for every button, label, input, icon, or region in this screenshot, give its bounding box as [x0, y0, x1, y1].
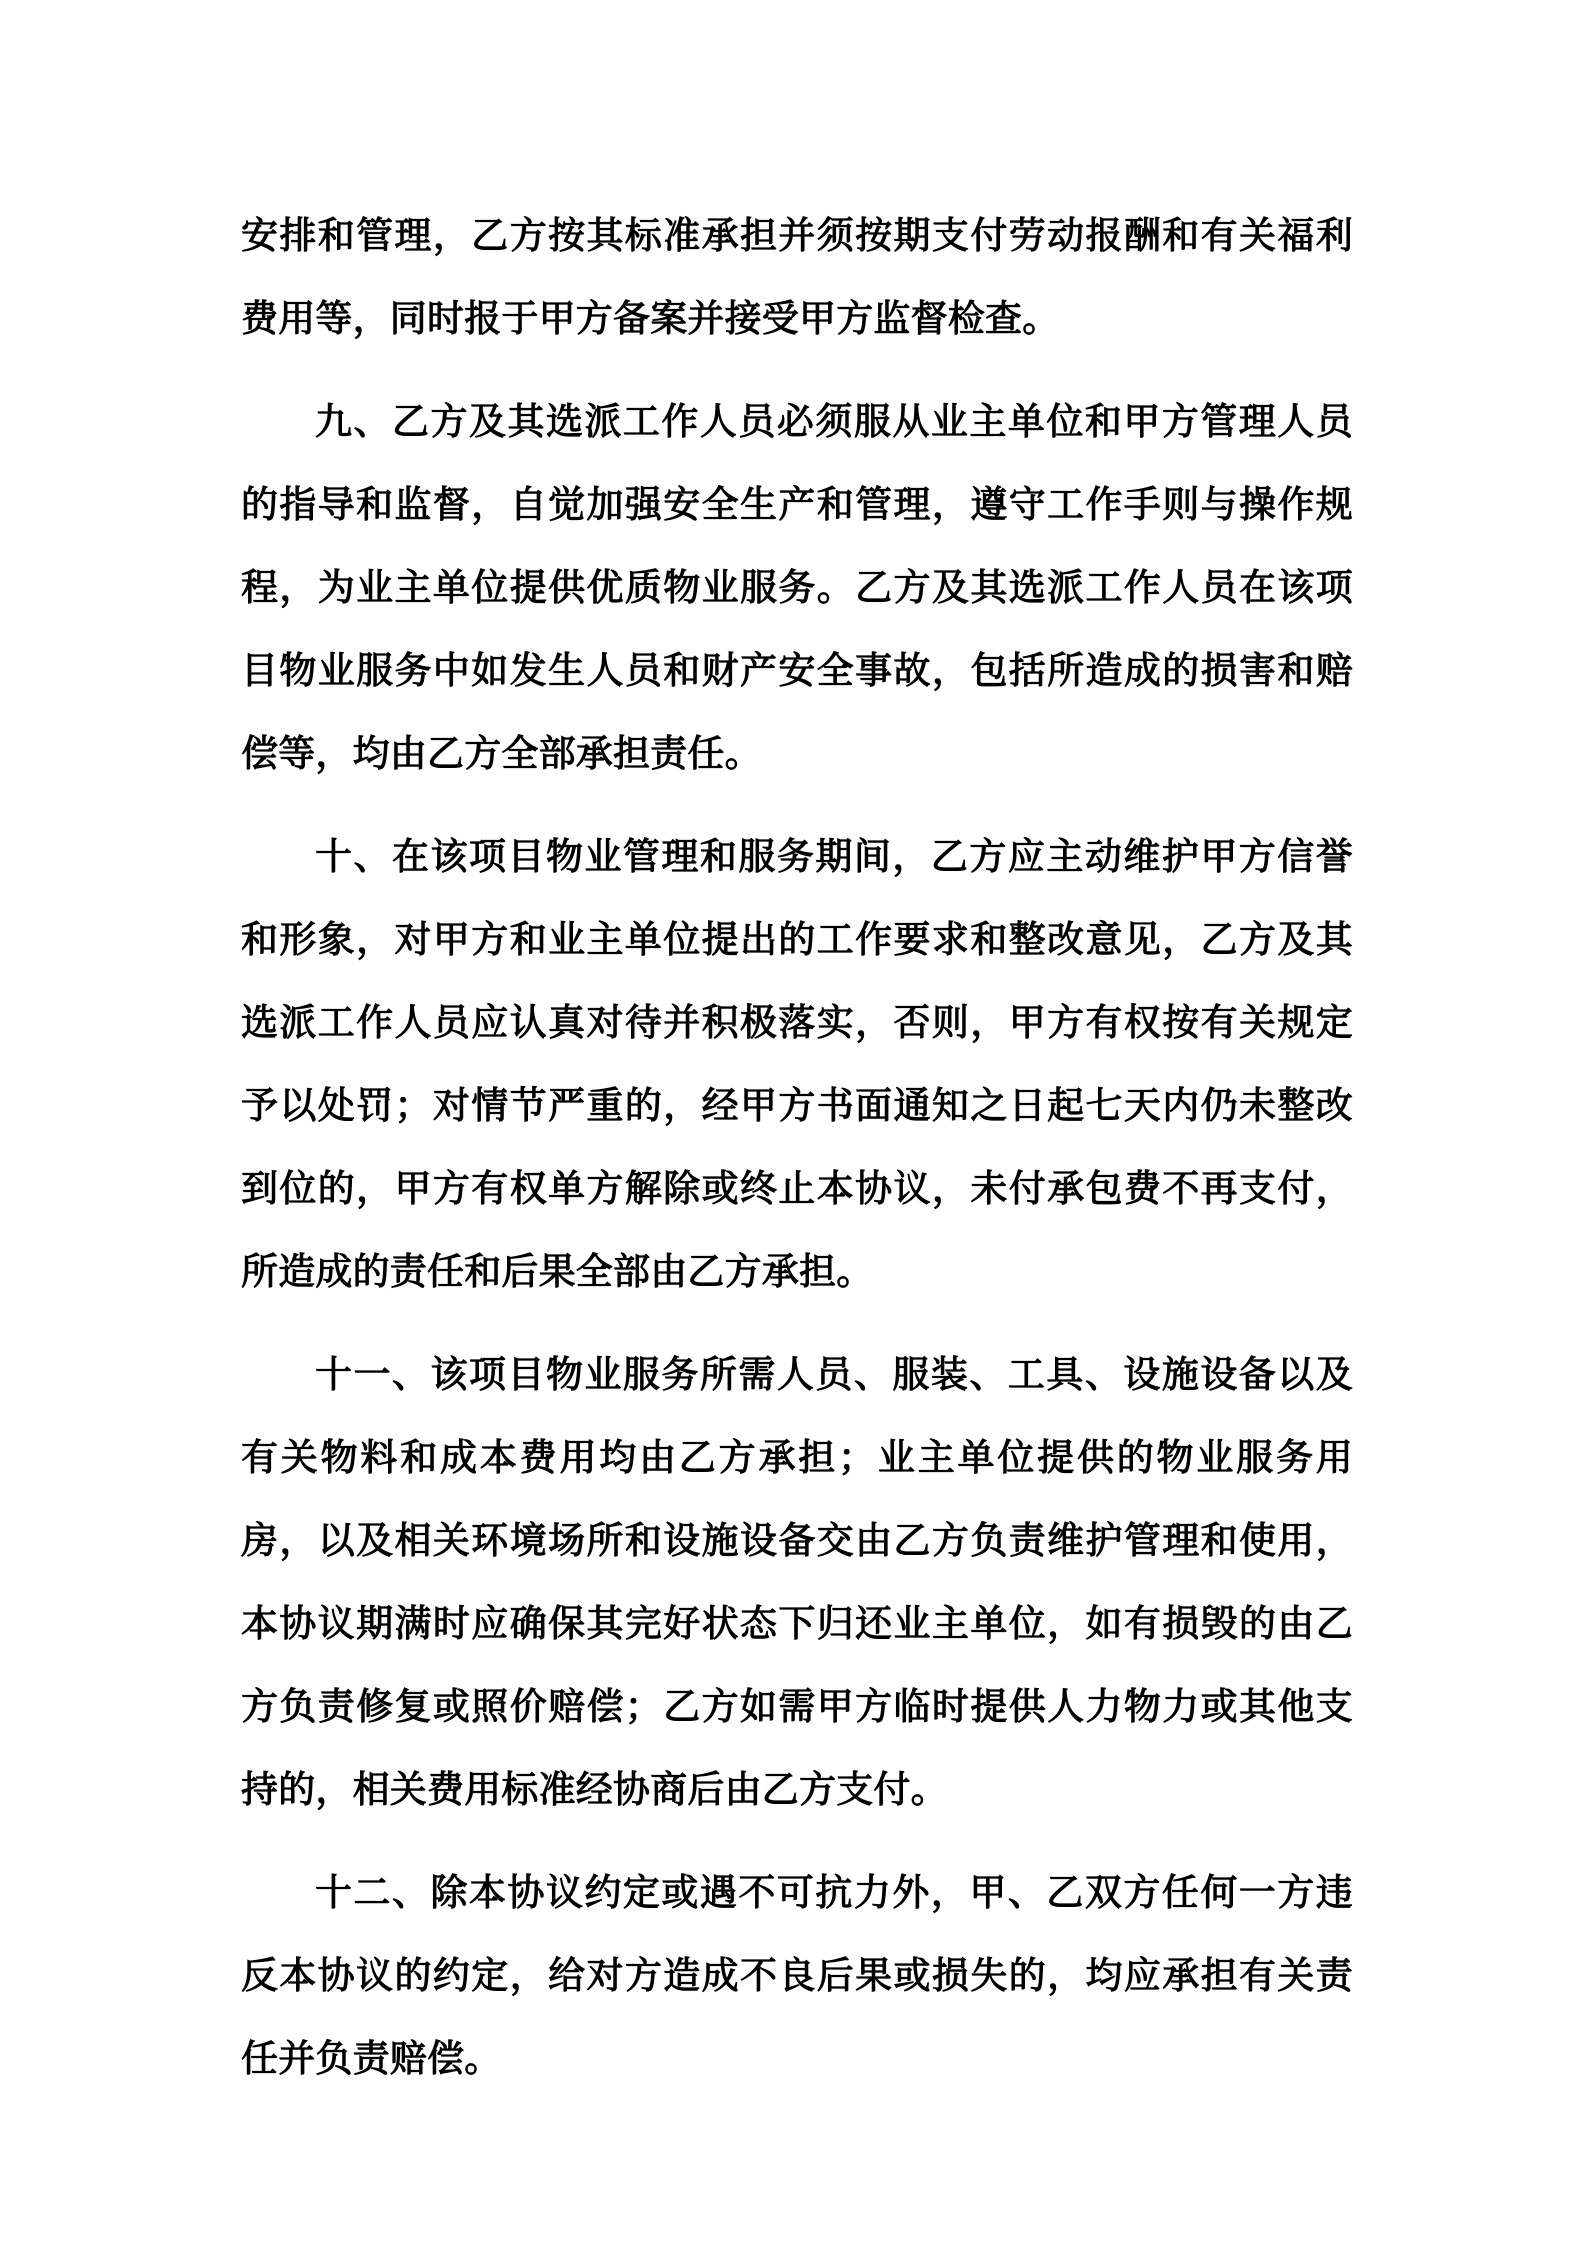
- paragraph-clause-11: 十一、该项目物业服务所需人员、服装、工具、设施设备以及有关物料和成本费用均由乙方承担；业主单位提供的物业服务用房，以及相关环境场所和设施设备交由乙方负责维护管理和使用，本协议期满时应确保其完好状态下归还业主单位，如有损毁的由乙方负责修复或照价赔偿；乙方如需甲方临时提供人力物力或其他支持的，相关费用标准经协商后由乙方支付。: [241, 1353, 1353, 1811]
- paragraph-continuation: 安排和管理，乙方按其标准承担并须按期支付劳动报酬和有关福利费用等，同时报于甲方备案并接受甲方监督检查。: [241, 214, 1353, 340]
- document-body: [241, 194, 1353, 2100]
- paragraph-clause-10: 十、在该项目物业管理和服务期间，乙方应主动维护甲方信誉和形象，对甲方和业主单位提出的工作要求和整改意见，乙方及其选派工作人员应认真对待并积极落实，否则，甲方有权按有关规定予以处罚；对情节严重的，经甲方书面通知之日起七天内仍未整改到位的，甲方有权单方解除或终止本协议，未付承包费不再支付，所造成的责任和后果全部由乙方承担。: [241, 835, 1353, 1293]
- paragraph-clause-12: 十二、除本协议约定或遇不可抗力外，甲、乙双方任何一方违反本协议的约定，给对方造成不良后果或损失的，均应承担有关责任并负责赔偿。: [241, 1871, 1353, 2080]
- paragraph-clause-9: 九、乙方及其选派工作人员必须服从业主单位和甲方管理人员的指导和监督，自觉加强安全生产和管理，遵守工作手则与操作规程，为业主单位提供优质物业服务。乙方及其选派工作人员在该项目物业服务中如发生人员和财产安全事故，包括所造成的损害和赔偿等，均由乙方全部承担责任。: [241, 400, 1353, 775]
